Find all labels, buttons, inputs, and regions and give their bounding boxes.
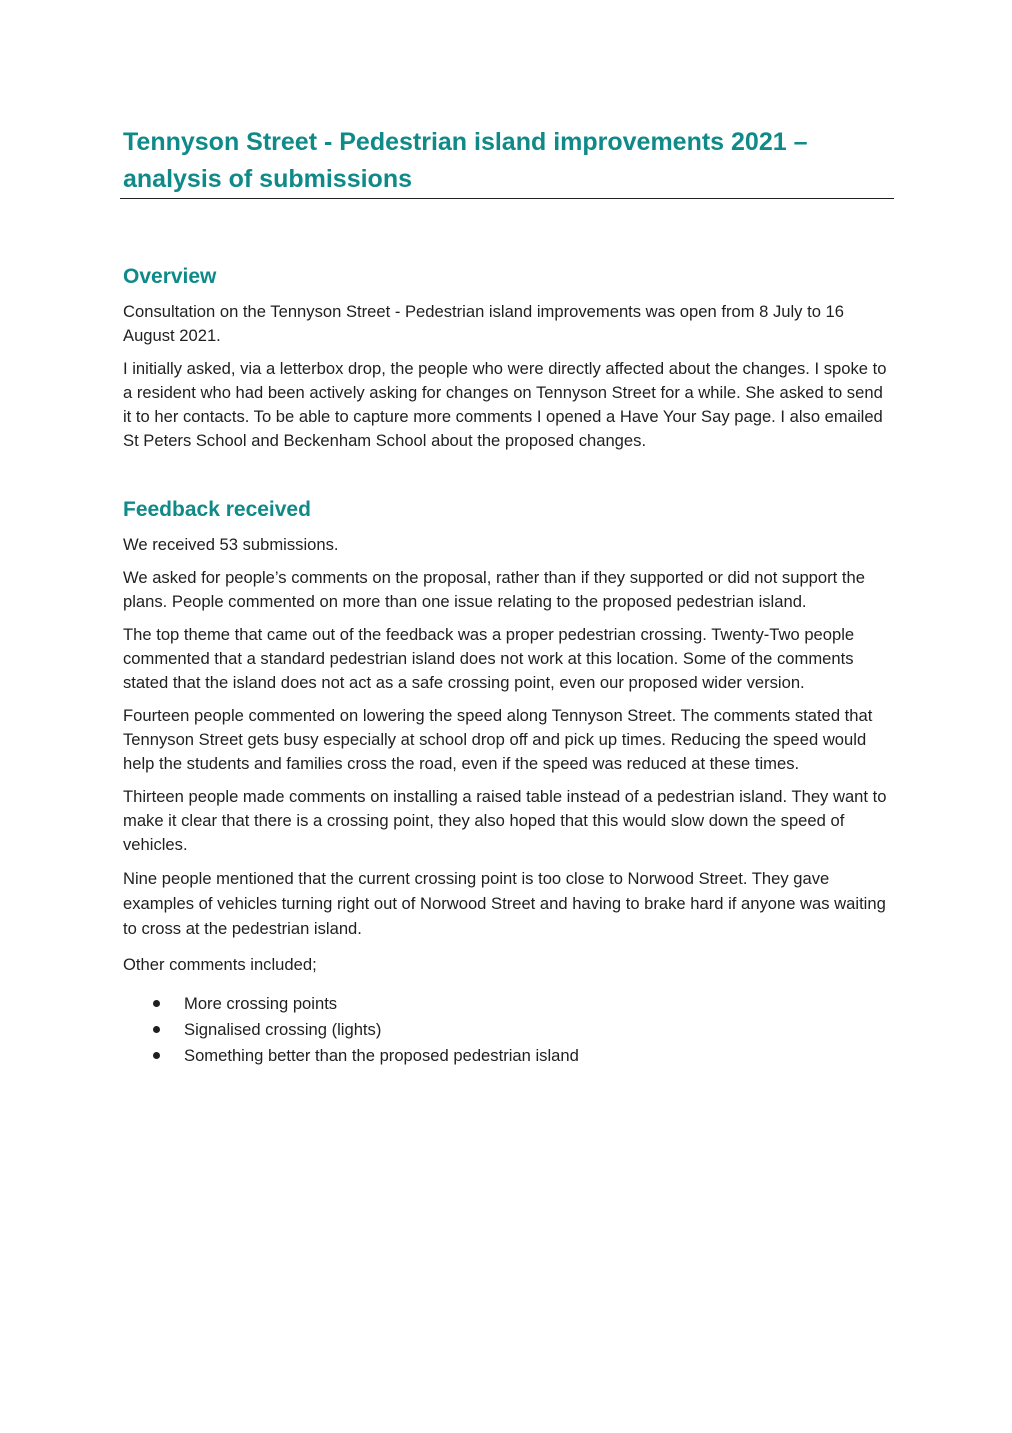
list-item-text: Something better than the proposed pedestrian island [184,1046,579,1065]
list-item-text: More crossing points [184,994,338,1013]
overview-section [123,263,893,453]
overview-paragraph: Consultation on the Tennyson Street - Pedestrian island improvements was open from 8 July to 16 August 2021. [123,302,844,345]
other-comments-list [123,991,893,1069]
document-title [123,124,893,198]
bullet-icon [153,1026,160,1033]
list-item [123,1043,893,1069]
feedback-paragraph: The top theme that came out of the feedback was a proper pedestrian crossing. Twenty-Two people commented that a standard pedestrian island does not work at this location. Some of the comments stated that the island does not act as a safe crossing point, even our proposed wider version. [123,625,855,692]
feedback-paragraph: Fourteen people commented on lowering the speed along Tennyson Street. The comments stated that Tennyson Street gets busy especially at school drop off and pick up times. Reducing the speed would help the students and families cross the road, even if the speed was reduced at these times. [123,706,873,773]
feedback-paragraph: We asked for people’s comments on the proposal, rather than if they supported or did not support the plans. People commented on more than one issue relating to the proposed pedestrian island. [123,568,865,611]
feedback-paragraph: Nine people mentioned that the current crossing point is too close to Norwood Street. They gave examples of vehicles turning right out of Norwood Street and having to brake hard if anyone was waiting to cross at the pedestrian island. [123,869,886,938]
feedback-paragraph: Thirteen people made comments on installing a raised table instead of a pedestrian island. They want to make it clear that there is a crossing point, they also hoped that this would slow down the speed of vehicles. [123,787,887,854]
document-title-line-2: analysis of submissions [123,165,412,193]
list-item [123,1017,893,1043]
feedback-paragraph: We received 53 submissions. [123,535,339,554]
feedback-section [123,496,893,1069]
bullet-icon [153,1052,160,1059]
list-item-text: Signalised crossing (lights) [184,1020,382,1039]
list-item [123,991,893,1017]
feedback-paragraph: Other comments included; [123,955,317,974]
feedback-heading: Feedback received [123,498,311,521]
bullet-icon [153,1000,160,1007]
document-body [123,124,893,1069]
document-title-line-1: Tennyson Street - Pedestrian island improvements 2021 – [123,128,808,156]
overview-paragraph: I initially asked, via a letterbox drop, the people who were directly affected about the changes. I spoke to a resident who had been actively asking for changes on Tennyson Street for a while. She asked to send it to her contacts. To be able to capture more comments I opened a Have Your Say page. I also emailed St Peters School and Beckenham School about the proposed changes. [123,359,887,450]
overview-heading: Overview [123,265,217,288]
